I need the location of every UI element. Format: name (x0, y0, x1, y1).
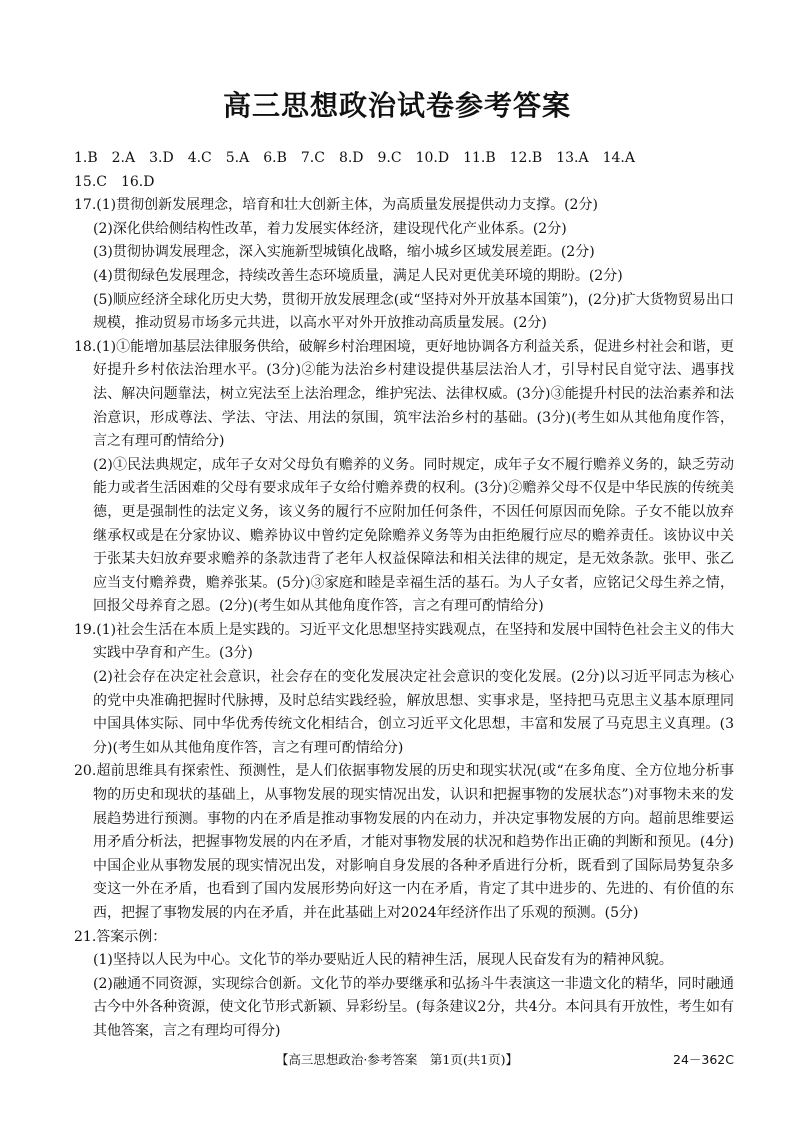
mc-answers-line-1: 1.B 2.A 3.D 4.C 5.A 6.B 7.C 8.D 9.C 10.D 11.B 12.B 13.A 14.A (74, 150, 635, 166)
q17-part-1: 17.(1)贯彻创新发展理念，培育和壮大创新主体，为高质量发展提供动力支撑。(2分) (74, 197, 598, 214)
q21-part-2: (2)融通不同资源，实现综合创新。文化节的举办要继承和弘扬斗牛表演这一非遗文化的精华，同时融通古今中外各种资源，使文化节形式新颖、异彩纷呈。(每条建议2分，共4分。本问具有开放性，考生如有其他答案，言之有理均可得分) (93, 975, 734, 1039)
mc-answers-line-2: 15.C 16.D (74, 173, 155, 190)
q18-part-2: (2)①民法典规定，成年子女对父母负有赡养的义务。同时规定，成年子女不履行赡养义务的，缺乏劳动能力或者生活困难的父母有要求成年子女给付赡养费的权利。(3分)②赡养父母不仅是中华民族的传统美德，更是强制性的法定义务，该义务的履行不应附加任何条件，不因任何原因而免除。子女不能以放弃继承权或是在分家协议、赡养协议中曾约定免除赡养义务等为由拒绝履行应尽的赡养责任。该协议中关于张某夫妇放弃要求赡养的条款违背了老年人权益保障法和相关法律的规定，是无效条款。张甲、张乙应当支付赡养费，赡养张某。(5分)③家庭和睦是幸福生活的基石。为人子女者，应铭记父母生养之情，回报父母养育之恩。(2分)(考生如从其他角度作答，言之有理可酌情给分) (93, 456, 734, 615)
q19-part-2: (2)社会存在决定社会意识，社会存在的变化发展决定社会意识的变化发展。(2分)以习近平同志为核心的党中央准确把握时代脉搏，及时总结实践经验，解放思想、实事求是，坚持把马克思主义基本原理同中国具体实际、同中华优秀传统文化相结合，创立习近平文化思想，丰富和发展了马克思主义真理。(3分)(考生如从其他角度作答，言之有理可酌情给分) (93, 669, 734, 756)
page-title: 高三思想政治试卷参考答案 (222, 89, 571, 122)
q17-part-3: (3)贯彻协调发展理念，深入实施新型城镇化战略，缩小城乡区域发展差距。(2分) (93, 244, 595, 261)
answer-content (74, 147, 734, 1044)
q20-answer: 20.超前思维具有探索性、预测性，是人们依据事物发展的历史和现实状况(或“在多角度、全方位地分析事物的历史和现状的基础上，从事物发展的现实情况出发，认识和把握事物的发展状态”)对事物未来的发展趋势进行预测。事物的内在矛盾是推动事物发展的内在动力，并决定事物发展的方向。超前思维要运用矛盾分析法，把握事物发展的内在矛盾，才能对事物发展的状况和趋势作出正确的判断和预见。(4分)中国企业从事物发展的现实情况出发，对影响自身发展的各种矛盾进行分析，既看到了国际局势复杂多变这一外在矛盾，也看到了国内发展形势向好这一内在矛盾，肯定了其中进步的、先进的、有价值的东西，把握了事物发展的内在矛盾，并在此基础上对2024年经济作出了乐观的预测。(5分) (74, 763, 734, 921)
q21-heading: 21.答案示例： (74, 928, 167, 945)
q17-part-5: (5)顺应经济全球化历史大势，贯彻开放发展理念(或“坚持对外开放基本国策”)，(2分)扩大货物贸易出口规模，推动贸易市场多元共进，以高水平对外开放推动高质量发展。(2分) (93, 291, 734, 332)
footer-paper-code: 24－362C (673, 1052, 734, 1067)
q17-part-4: (4)贯彻绿色发展理念，持续改善生态环境质量，满足人民对更优美环境的期盼。(2分) (93, 267, 623, 284)
q19-part-1: 19.(1)社会生活在本质上是实践的。习近平文化思想坚持实践观点，在坚持和发展中国特色社会主义的伟大实践中孕育和产生。(3分) (74, 621, 734, 662)
footer-page-info: 【高三思想政治·参考答案 第1页(共1页)】 (275, 1052, 519, 1067)
q18-part-1: 18.(1)①能增加基层法律服务供给，破解乡村治理困境，更好地协调各方利益关系，促进乡村社会和谐，更好提升乡村依法治理水平。(3分)②能为法治乡村建设提供基层法治人才，引导村民自觉守法、遇事找法、解决问题靠法，树立宪法至上法治理念，维护宪法、法律权威。(3分)③能提升村民的法治素养和法治意识，形成尊法、学法、守法、用法的氛围，筑牢法治乡村的基础。(3分)(考生如从其他角度作答，言之有理可酌情给分) (74, 338, 734, 450)
q21-part-1: (1)坚持以人民为中心。文化节的举办要贴近人民的精神生活，展现人民奋发有为的精神风貌。 (93, 952, 673, 969)
page-footer (0, 1050, 794, 1070)
q17-part-2: (2)深化供给侧结构性改革，着力发展实体经济，建设现代化产业体系。(2分) (93, 220, 567, 237)
